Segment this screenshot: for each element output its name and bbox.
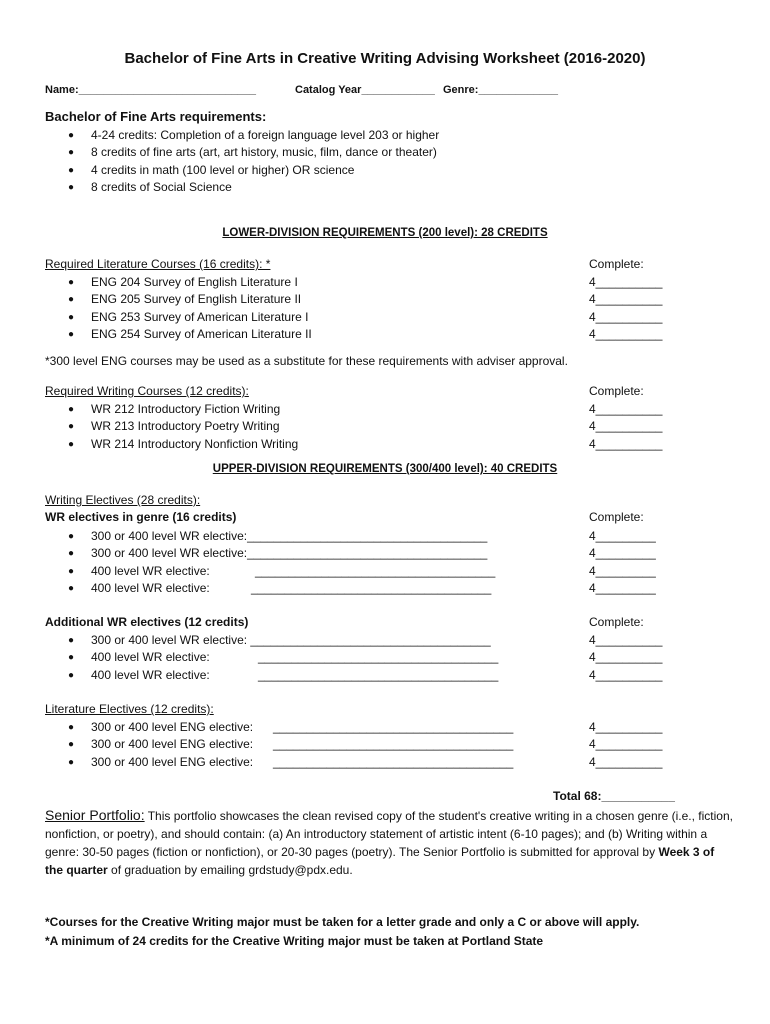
portfolio-deadline: Week 3 of the quarter [45,845,715,877]
literature-electives-list [68,719,514,771]
list-item: ● 400 level WR elective: ____________________________________ [91,563,487,580]
genre-complete-column [589,528,656,598]
genre-electives-label: WR electives in genre (16 credits) [45,510,237,524]
list-item: ● 300 or 400 level WR elective:____________________________________ [68,529,488,543]
elective-blank[interactable]: ____________________________________ [251,581,492,596]
list-item: ● WR 213 Introductory Poetry Writing [68,419,280,434]
list-item: ● 300 or 400 level ENG elective: ____________________________________ [91,754,253,771]
complete-blank[interactable]: 4__________ [589,309,663,324]
additional-complete-column [589,632,662,684]
required-writing-label: Required Writing Courses (12 credits): [45,384,249,398]
list-item: ● 8 credits of fine arts (art, art history, music, film, dance or theater) [68,145,437,160]
list-item: ● ENG 204 Survey of English Literature I [68,275,298,289]
bfa-heading: Bachelor of Fine Arts requirements: [45,109,267,124]
literature-electives-label: Literature Electives (12 credits): [45,702,214,716]
writing-complete-column [589,401,662,453]
portfolio-text-end: of graduation by emailing grdstudy@pdx.edu. [107,863,353,877]
elective-blank[interactable]: ____________________________________ [273,720,514,734]
substitute-note: *300 level ENG courses may be used as a substitute for these requirements with adviser approval. [45,354,568,368]
complete-blank[interactable]: 4__________ [589,327,663,342]
additional-electives-label: Additional WR electives (12 credits) [45,615,249,629]
complete-blank[interactable]: 4_________ [589,563,656,578]
complete-label: Complete: [589,384,644,398]
senior-portfolio-paragraph [45,806,735,879]
complete-label: Complete: [589,615,644,629]
list-item: ● WR 214 Introductory Nonfiction Writing [68,436,299,451]
required-literature-label: Required Literature Courses (16 credits): * [45,257,271,271]
list-item: ● 400 level WR elective: ____________________________________ [91,580,487,597]
elective-blank[interactable]: ____________________________________ [258,650,499,665]
required-writing-list [68,401,299,453]
list-item: ● 400 level WR elective: ____________________________________ [91,649,491,666]
page-title: Bachelor of Fine Arts in Creative Writing Advising Worksheet (2016-2020) [124,50,646,67]
complete-blank[interactable]: 4__________ [589,275,663,289]
list-item: ● 4 credits in math (100 level or higher) OR science [68,162,355,177]
footnote-portland-state: *A minimum of 24 credits for the Creative Writing major must be taken at Portland State [45,934,544,948]
literature-electives-complete-column [589,719,662,771]
elective-blank[interactable]: ____________________________________ [255,563,496,578]
complete-label: Complete: [589,510,644,524]
elective-blank[interactable]: ____________________________________ [273,737,514,752]
list-item: ● WR 212 Introductory Fiction Writing [68,402,281,416]
complete-blank[interactable]: 4_________ [589,529,656,543]
complete-blank[interactable]: 4__________ [589,436,663,451]
footnote-letter-grade: *Courses for the Creative Writing major must be taken for a letter grade and only a C or above will apply. [45,915,640,929]
list-item: ● 4-24 credits: Completion of a foreign language level 203 or higher [68,128,440,142]
complete-blank[interactable]: 4__________ [589,419,663,434]
complete-blank[interactable]: 4_________ [589,546,656,561]
list-item: ● ENG 253 Survey of American Literature I [68,309,309,324]
additional-electives-list [68,632,499,684]
complete-blank[interactable]: 4__________ [589,737,663,752]
list-item: ● 300 or 400 level ENG elective: ____________________________________ [91,719,253,736]
complete-blank[interactable]: 4_________ [589,581,656,596]
required-literature-list [68,274,312,344]
elective-blank[interactable]: ____________________________________ [258,667,499,682]
literature-complete-column [589,274,662,344]
complete-blank[interactable]: 4__________ [589,754,663,769]
complete-blank[interactable]: 4__________ [589,667,663,682]
elective-blank[interactable]: ____________________________________ [273,754,514,769]
upper-division-heading: UPPER-DIVISION REQUIREMENTS (300/400 level): 40 CREDITS [212,463,558,475]
complete-blank[interactable]: 4__________ [589,402,663,416]
list-item: ● 300 or 400 level WR elective: ____________________________________ [68,633,491,647]
complete-blank[interactable]: 4__________ [589,292,663,307]
total-credits[interactable]: Total 68:___________ [553,789,675,803]
list-item: ● ENG 205 Survey of English Literature II [68,292,302,307]
writing-electives-label: Writing Electives (28 credits): [45,493,201,507]
complete-blank[interactable]: 4__________ [589,633,663,647]
list-item: ● 8 credits of Social Science [68,180,232,195]
senior-portfolio-label: Senior Portfolio: [45,807,145,823]
complete-blank[interactable]: 4__________ [589,720,663,734]
bfa-list [68,127,440,197]
complete-label: Complete: [589,257,644,271]
name-field[interactable]: Name:_____________________________ [45,84,257,96]
list-item: ● ENG 254 Survey of American Literature II [68,327,312,342]
portfolio-text: This portfolio showcases the clean revised copy of the student's creative writing in a chosen genre (i.e., fiction, nonfiction, or poetry), and should contain: (a) An introductory statement of artistic intent (6-10 pages); and (b) Writing within a genre: 30-50 pages (fiction or nonfiction), or 20-30 pages (poetry). The Senior Portfolio is submitted for approval by [45,809,733,859]
list-item: ● 300 or 400 level ENG elective: ____________________________________ [91,736,253,753]
genre-field[interactable]: Genre:_____________ [443,84,558,96]
list-item: ● 400 level WR elective: ____________________________________ [91,667,491,684]
catalog-year-field[interactable]: Catalog Year____________ [295,84,435,96]
list-item: ● 300 or 400 level WR elective:____________________________________ [68,546,488,561]
genre-electives-list [68,528,496,598]
lower-division-heading: LOWER-DIVISION REQUIREMENTS (200 level): 28 CREDITS [222,227,548,239]
complete-blank[interactable]: 4__________ [589,650,663,665]
